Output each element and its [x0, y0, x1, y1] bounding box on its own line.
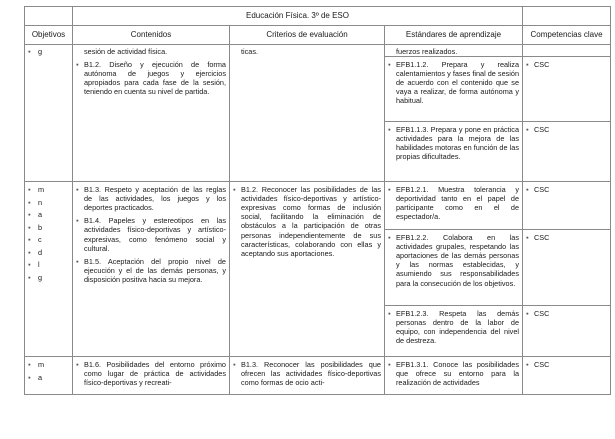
- competencia-item: ▪ CSC: [526, 125, 550, 135]
- competencia-item: ▪ CSC: [526, 360, 550, 370]
- competencia-cell: [523, 122, 611, 182]
- estandar-item: ▪ EFB1.2.2. Colabora en las actividades grupales, respetando las aportaciones de las demás personas y las normas establecidas, y asumiendo sus responsabilidades para la consecución de los objetivos.: [388, 233, 520, 288]
- competencia-cell: [523, 357, 611, 395]
- objetivo-item: ▪ n: [28, 197, 43, 207]
- estandar-cell: [385, 230, 523, 306]
- col-header-competencias: Competencias clave: [523, 26, 611, 45]
- objetivo-item: ▪ c: [28, 235, 42, 245]
- criterio-item: ▪ B1.2. Reconocer las posibilidades de las actividades físico-deportivas y artístico-expresivas como formas de inclusión social, facilitando la eliminación de obstáculos a la participación de otras personas independientemente de sus características, colaborando con ellas y aceptando sus aportaciones.: [233, 185, 381, 258]
- estandar-cell: [385, 57, 523, 122]
- competencia-item: ▪ CSC: [526, 185, 550, 195]
- estandar-cell: [385, 306, 523, 357]
- competencia-cell: [523, 306, 611, 357]
- estandar-item: ▪ EFB1.1.3. Prepara y pone en práctica actividades para la mejora de las habilidades motoras en función de las propias dificultades.: [388, 125, 520, 162]
- contenidos-cell: [73, 357, 230, 395]
- objetivos-cell: [25, 182, 73, 357]
- blank-cell: [523, 7, 611, 26]
- contenido-continued: sesión de actividad física.: [84, 47, 168, 56]
- competencia-cell: [523, 230, 611, 306]
- competencia-cell: [523, 182, 611, 230]
- criterios-cell: [230, 357, 385, 395]
- objetivo-item: ▪ m: [28, 185, 45, 195]
- estandar-item: ▪ EFB1.1.2. Prepara y realiza calentamientos y fases final de sesión de acuerdo con el contenido que se vaya a realizar, de forma autónoma y habitual.: [388, 60, 520, 106]
- objetivo-item: ▪ g: [28, 272, 43, 282]
- criterios-cell: [230, 45, 385, 182]
- competencia-cell: [523, 45, 611, 57]
- estandar-item: ▪ EFB1.2.1. Muestra tolerancia y deportividad tanto en el papel de participante como en el de espectador/a.: [388, 185, 520, 222]
- col-header-contenidos: Contenidos: [73, 26, 230, 45]
- objetivos-cell: [25, 357, 73, 395]
- estandar-cell: [385, 122, 523, 182]
- estandar-item: ▪ EFB1.3.1. Conoce las posibilidades que ofrece su entorno para la realización de actividades: [388, 360, 520, 388]
- objetivo-item: ▪ b: [28, 222, 43, 232]
- criterios-cell: [230, 182, 385, 357]
- objetivo-item: ▪ g: [28, 47, 43, 56]
- estandar-continued: fuerzos realizados.: [396, 47, 458, 56]
- contenido-item: ▪ B1.3. Respeto y aceptación de las reglas de las actividades, los juegos y los deportes practicados.: [76, 185, 226, 213]
- estandar-cell: [385, 357, 523, 395]
- objetivo-item: ▪ a: [28, 372, 43, 382]
- contenido-item: ▪ B1.4. Papeles y estereotipos en las actividades físico-deportivas y artístico-expresivas, como fenómeno social y cultural.: [76, 216, 226, 253]
- objetivos-cell: [25, 45, 73, 182]
- estandar-cell: [385, 182, 523, 230]
- col-header-criterios: Criterios de evaluación: [230, 26, 385, 45]
- contenido-item: ▪ B1.6. Posibilidades del entorno próximo como lugar de práctica de actividades físico-deportivas y recreati-: [76, 360, 226, 388]
- objetivo-item: ▪ a: [28, 210, 43, 220]
- table-title: Educación Física. 3º de ESO: [73, 7, 523, 26]
- competencia-item: ▪ CSC: [526, 309, 550, 319]
- contenido-item: ▪ B1.2. Diseño y ejecución de forma autónoma de juegos y ejercicios apropiados para cada fase de la sesión, teniendo en cuenta su nivel de partida.: [76, 60, 226, 97]
- competencia-cell: [523, 57, 611, 122]
- curriculum-table: [24, 6, 611, 395]
- estandar-item: ▪ EFB1.2.3. Respeta las demás personas dentro de la labor de equipo, con independencia del nivel de destreza.: [388, 309, 520, 346]
- blank-cell: [25, 7, 73, 26]
- contenidos-cell: [73, 45, 230, 182]
- estandar-cell: [385, 45, 523, 57]
- criterio-item: ▪ B1.3. Reconocer las posibilidades que ofrecen las actividades físico-deportivas como formas de ocio acti-: [233, 360, 381, 388]
- col-header-objetivos: Objetivos: [25, 26, 73, 45]
- criterio-continued: ticas.: [241, 47, 259, 56]
- objetivo-item: ▪ d: [28, 247, 43, 257]
- objetivo-item: ▪ m: [28, 360, 45, 370]
- objetivo-item: ▪ l: [28, 260, 40, 270]
- col-header-estandares: Estándares de aprendizaje: [385, 26, 523, 45]
- competencia-item: ▪ CSC: [526, 233, 550, 243]
- contenido-item: ▪ B1.5. Aceptación del propio nivel de ejecución y el de las demás personas, y disposición positiva hacia su mejora.: [76, 256, 226, 284]
- contenidos-cell: [73, 182, 230, 357]
- competencia-item: ▪ CSC: [526, 60, 550, 70]
